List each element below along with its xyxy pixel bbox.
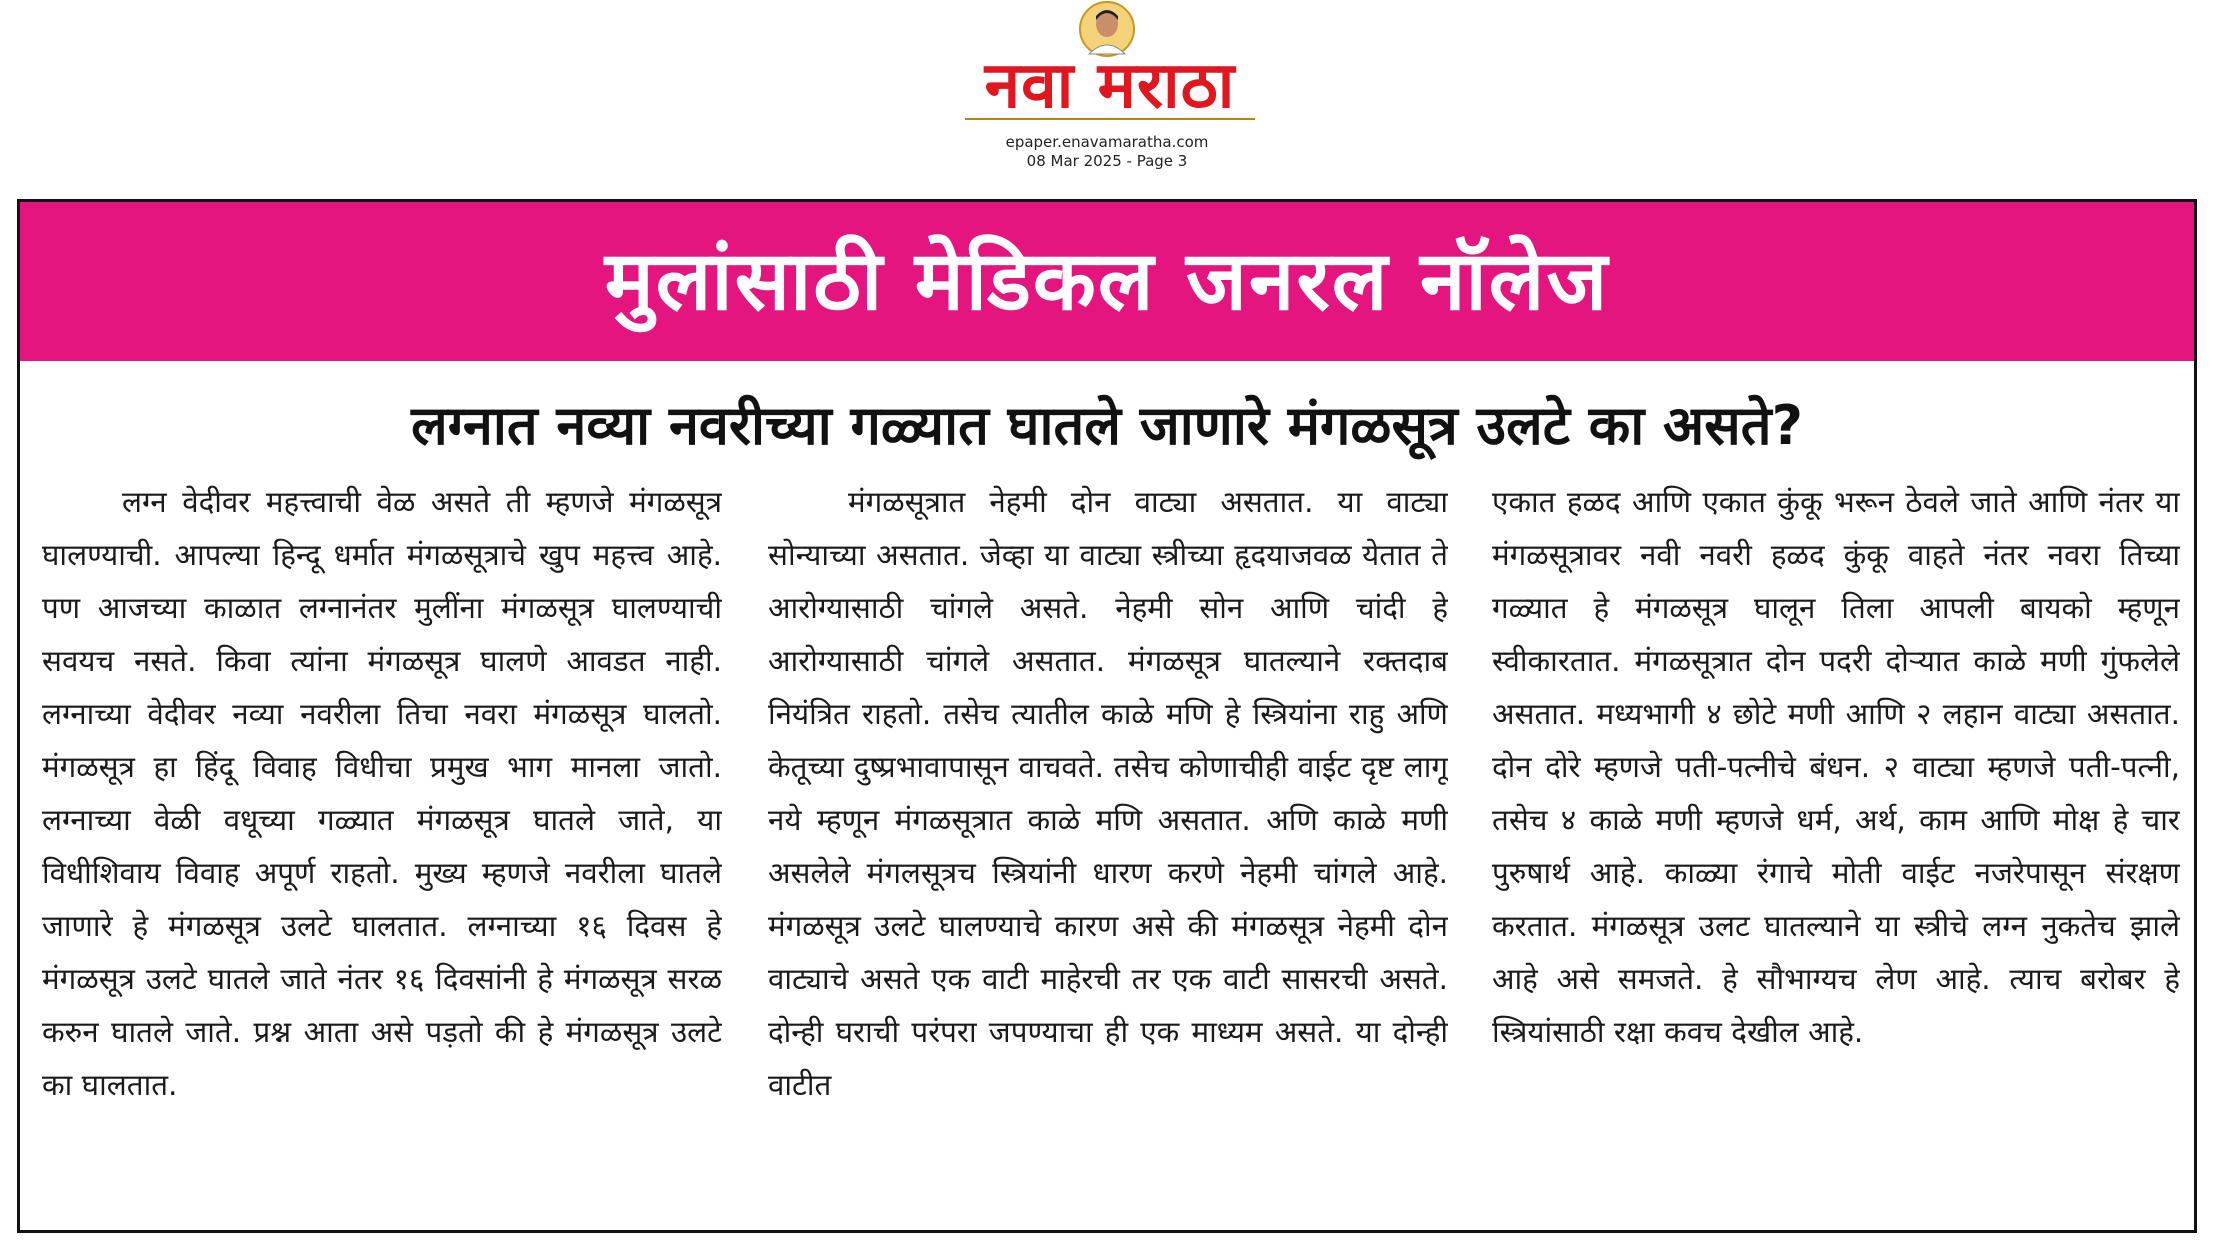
article-column-2: मंगळसूत्रात नेहमी दोन वाट्या असतात. या वाट्या सोन्याच्या असतात. जेव्हा या वाट्या स्त्रीच्या हृदयाजवळ येतात ते आरोग्यासाठी चांगले असते. नेहमी सोन आणि चांदी हे आरोग्यासाठी चांगले असतात. मंगळसूत्र घातल्याने रक्तदाब नियंत्रित राहतो. तसेच त्यातील काळे मणि हे स्त्रियांना राहु अणि केतूच्या दुष्प्रभावापासून वाचवते. तसेच कोणाचीही वाईट दृष्ट लागू नये म्हणून मंगळसूत्रात काळे मणि असतात. अणि काळे मणी असलेले मंगलसूत्रच स्त्रियांनी धारण करणे नेहमी चांगले आहे. मंगळसूत्र उलटे घालण्याचे कारण असे की मंगळसूत्र नेहमी दोन वाट्याचे असते एक वाटी माहेरची तर एक वाटी सासरची असते. दोन्ही घराची परंपरा जपण्याचा ही एक माध्यम असते. या दोन्ही वाटीत xyxy=(768,485,1448,1102)
edition-date-page: 08 Mar 2025 - Page 3 xyxy=(1026,152,1188,170)
epaper-url[interactable]: epaper.enavamaratha.com xyxy=(1005,133,1209,151)
section-title: मुलांसाठी मेडिकल जनरल नॉलेज xyxy=(604,234,1610,329)
masthead xyxy=(0,0,2214,180)
newspaper-logo[interactable] xyxy=(955,0,1265,130)
article-column-3: एकात हळद आणि एकात कुंकू भरून ठेवले जाते आणि नंतर या मंगळसूत्रावर नवी नवरी हळद कुंकू वाहते नंतर नवरा तिच्या गळ्यात हे मंगळसूत्र घालून तिला आपली बायको म्हणून स्वीकारतात. मंगळसूत्रात दोन पदरी दोऱ्यात काळे मणी गुंफलेले असतात. मध्यभागी ४ छोटे मणी आणि २ लहान वाट्या असतात. दोन दोरे म्हणजे पती-पत्नीचे बंधन. २ वाट्या म्हणजे पती-पत्नी, तसेच ४ काळे मणी म्हणजे धर्म, अर्थ, काम आणि मोक्ष हे चार पुरुषार्थ आहे. काळ्या रंगाचे मोती वाईट नजरेपासून संरक्षण करतात. मंगळसूत्र उलट घातल्याने या स्त्रीचे लग्न नुकतेच झाले आहे असे समजते. हे सौभाग्यच लेण आहे. त्याच बरोबर हे स्त्रियांसाठी रक्षा कवच देखील आहे. xyxy=(1492,485,2180,1049)
article-column-1: लग्न वेदीवर महत्त्वाची वेळ असते ती म्हणजे मंगळसूत्र घालण्याची. आपल्या हिन्दू धर्मात मंगळसूत्राचे खुप महत्त्व आहे. पण आजच्या काळात लग्नानंतर मुलींना मंगळसूत्र घालण्याची सवयच नसते. किवा त्यांना मंगळसूत्र घालणे आवडत नाही. लग्नाच्या वेदीवर नव्या नवरीला तिचा नवरा मंगळसूत्र घालतो. मंगळसूत्र हा हिंदू विवाह विधीचा प्रमुख भाग मानला जातो. लग्नाच्या वेळी वधूच्या गळ्यात मंगळसूत्र घातले जाते, या विधीशिवाय विवाह अपूर्ण राहतो. मुख्य म्हणजे नवरीला घातले जाणारे हे मंगळसूत्र उलटे घालतात. लग्नाच्या १६ दिवस हे मंगळसूत्र उलटे घातले जाते नंतर १६ दिवसांनी हे मंगळसूत्र सरळ करुन घातले जाते. प्रश्न आता असे पड़तो की हे मंगळसूत्र उलटे का घालतात. xyxy=(42,485,722,1102)
logo-underline xyxy=(965,118,1255,128)
section-banner xyxy=(20,202,2194,361)
logo-wordmark: नवा मराठा xyxy=(984,49,1236,123)
article-headline: लग्नात नव्या नवरीच्या गळ्यात घातले जाणारे मंगळसूत्र उलटे का असते? xyxy=(411,394,1803,457)
